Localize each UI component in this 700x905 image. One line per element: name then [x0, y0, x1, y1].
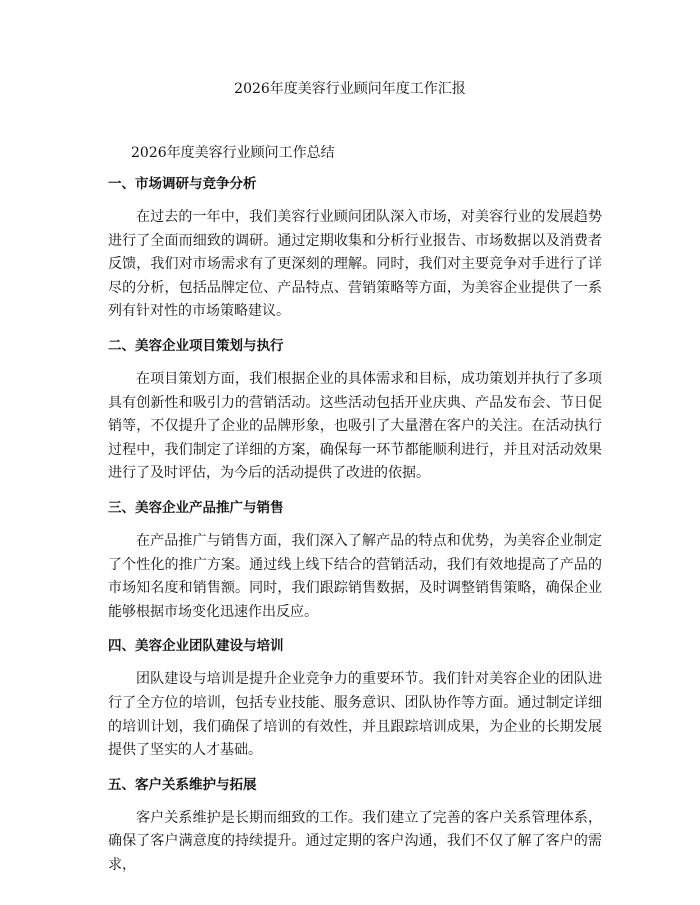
document-subtitle: 2026年度美容行业顾问工作总结	[131, 145, 335, 161]
section-heading: 五、客户关系维护与拓展	[108, 776, 257, 793]
section-customer-relations	[108, 775, 602, 878]
section-paragraph: 在产品推广与销售方面，我们深入了解产品的特点和优势，为美容企业制定了个性化的推广方案。通过线上线下结合的营销活动，我们有效地提高了产品的市场知名度和销售额。同时，我们跟踪销售数据，及时调整销售策略，确保企业能够根据市场变化迅速作出反应。	[108, 532, 602, 620]
section-heading: 三、美容企业产品推广与销售	[108, 499, 284, 516]
section-paragraph: 团队建设与培训是提升企业竞争力的重要环节。我们针对美容企业的团队进行了全方位的培训，包括专业技能、服务意识、团队协作等方面。通过制定详细的培训计划，我们确保了培训的有效性，并且跟踪培训成果，为企业的长期发展提供了坚实的人才基础。	[108, 671, 602, 759]
section-heading: 一、市场调研与竞争分析	[108, 176, 257, 192]
section-market-research	[108, 174, 602, 324]
section-product-promotion	[108, 498, 602, 624]
section-project-planning	[108, 336, 602, 486]
section-paragraph: 客户关系维护是长期而细致的工作。我们建立了完善的客户关系管理体系，确保了客户满意度的持续提升。通过定期的客户沟通，我们不仅了解了客户的需求，	[108, 809, 602, 873]
document-body	[108, 174, 602, 889]
section-team-training	[108, 636, 602, 762]
document-title: 2026年度美容行业顾问年度工作汇报	[234, 81, 466, 97]
section-paragraph: 在过去的一年中，我们美容行业顾问团队深入市场，对美容行业的发展趋势进行了全面而细致的调研。通过定期收集和分析行业报告、市场数据以及消费者反馈，我们对市场需求有了更深刻的理解。同时，我们对主要竞争对手进行了详尽的分析，包括品牌定位、产品特点、营销策略等方面，为美容企业提供了一系列有针对性的市场策略建议。	[108, 209, 602, 320]
section-heading: 二、美容企业项目策划与执行	[108, 337, 284, 354]
section-paragraph: 在项目策划方面，我们根据企业的具体需求和目标，成功策划并执行了多项具有创新性和吸引力的营销活动。这些活动包括开业庆典、产品发布会、节日促销等，不仅提升了企业的品牌形象，也吸引了大量潜在客户的关注。在活动执行过程中，我们制定了详细的方案，确保每一环节都能顺利进行，并且对活动效果进行了及时评估，为今后的活动提供了改进的依据。	[108, 370, 602, 482]
section-heading: 四、美容企业团队建设与培训	[108, 638, 284, 655]
